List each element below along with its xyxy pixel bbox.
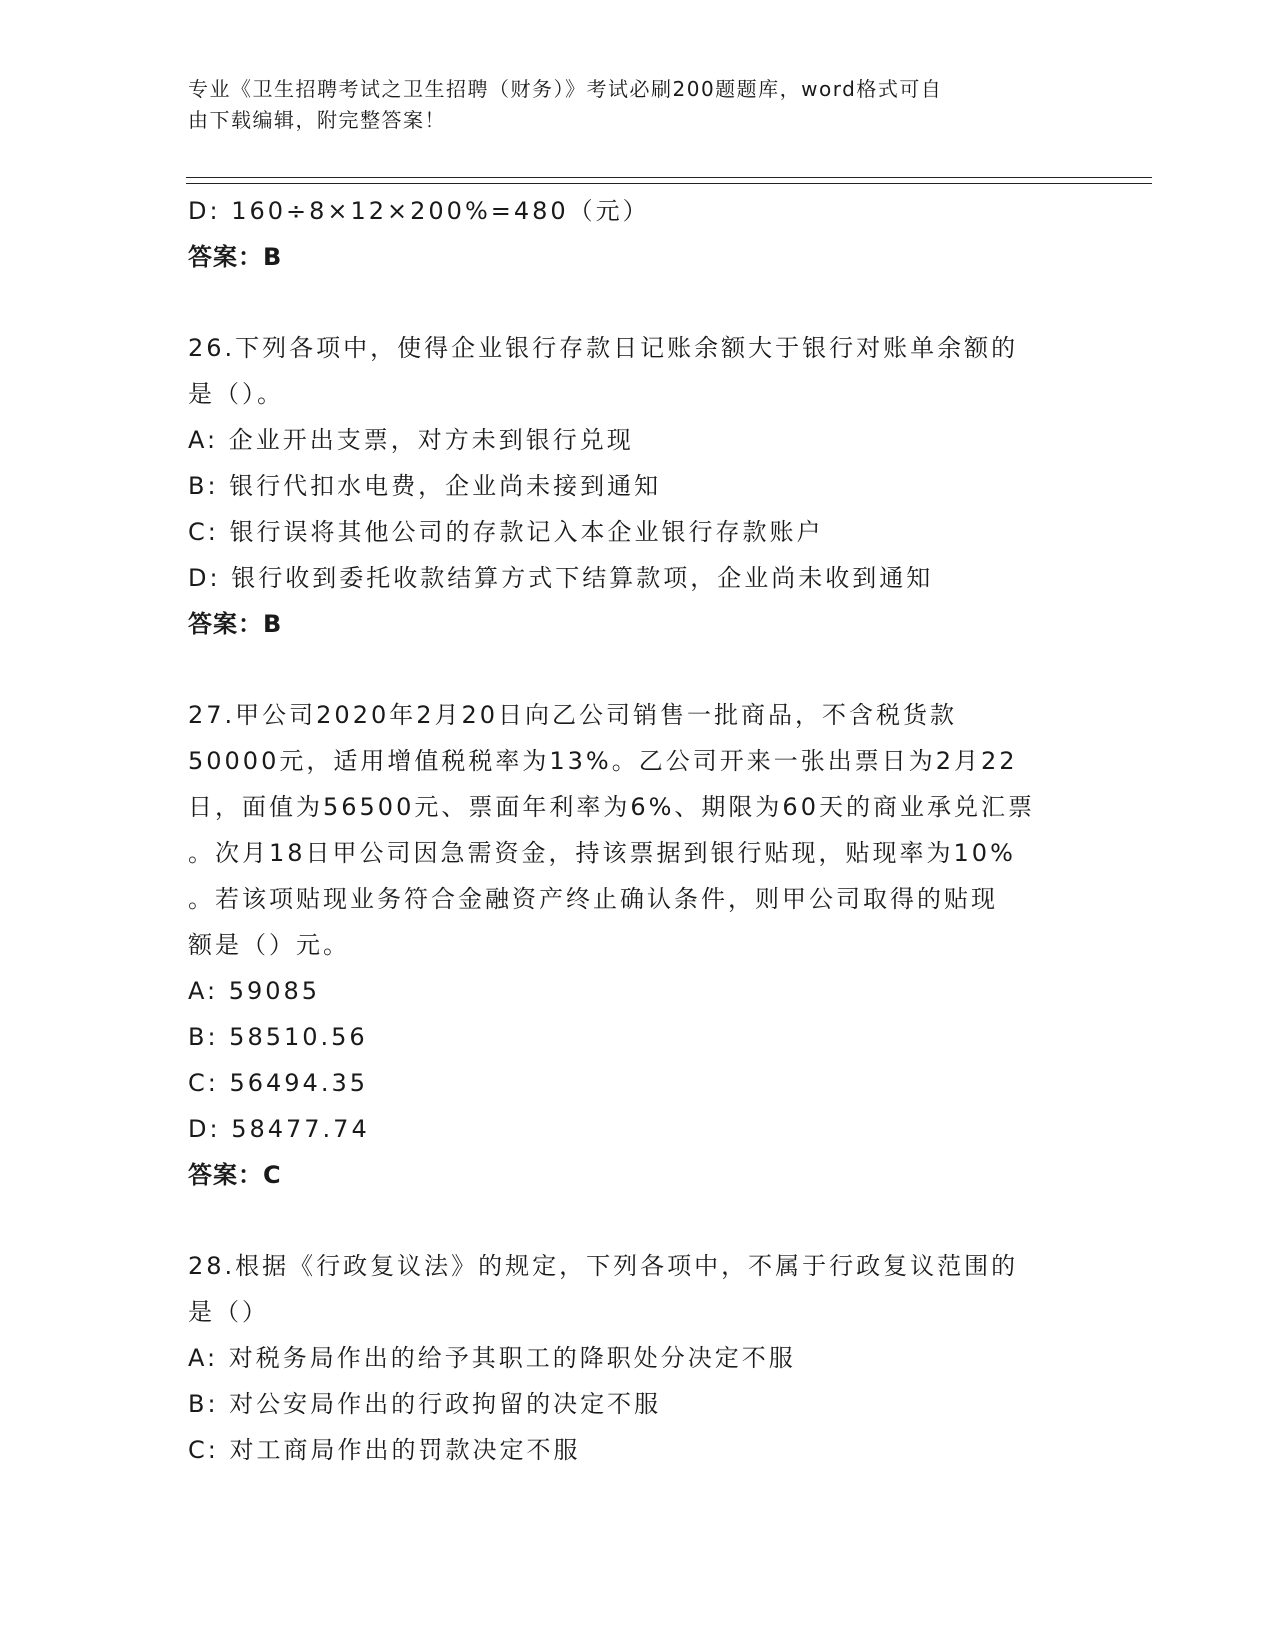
option-b: B: 58510.56 bbox=[188, 1023, 368, 1051]
question-stem: 28.根据《行政复议法》的规定，下列各项中，不属于行政复议范围的 bbox=[188, 1252, 1019, 1280]
answer-line: 答案：C bbox=[188, 1161, 282, 1189]
question-25-tail bbox=[188, 188, 1088, 280]
document-body bbox=[188, 188, 1088, 1473]
question-stem: 是（）。 bbox=[188, 380, 284, 408]
option-b: B: 银行代扣水电费，企业尚未接到通知 bbox=[188, 472, 662, 500]
option-d: D: 银行收到委托收款结算方式下结算款项，企业尚未收到通知 bbox=[188, 564, 934, 592]
option-c: C: 56494.35 bbox=[188, 1069, 368, 1097]
question-stem: 27.甲公司2020年2月20日向乙公司销售一批商品，不含税货款 bbox=[188, 701, 958, 729]
question-stem: 日，面值为56500元、票面年利率为6%、期限为60天的商业承兑汇票 bbox=[188, 793, 1035, 821]
header-divider bbox=[186, 177, 1152, 184]
option-d: D: 160÷8×12×200%=480（元） bbox=[188, 197, 650, 225]
option-c: C: 对工商局作出的罚款决定不服 bbox=[188, 1436, 581, 1464]
document-header bbox=[188, 74, 1068, 136]
header-line-1: 专业《卫生招聘考试之卫生招聘（财务）》考试必刷200题题库，word格式可自 bbox=[188, 77, 943, 101]
question-26 bbox=[188, 325, 1088, 647]
question-stem: 是（） bbox=[188, 1298, 269, 1326]
question-27 bbox=[188, 692, 1088, 1198]
question-stem: 26.下列各项中，使得企业银行存款日记账余额大于银行对账单余额的 bbox=[188, 334, 1019, 362]
answer-line: 答案：B bbox=[188, 610, 283, 638]
option-a: A: 59085 bbox=[188, 977, 321, 1005]
option-a: A: 企业开出支票，对方未到银行兑现 bbox=[188, 426, 634, 454]
option-c: C: 银行误将其他公司的存款记入本企业银行存款账户 bbox=[188, 518, 824, 546]
answer-line: 答案：B bbox=[188, 243, 283, 271]
question-stem: 。次月18日甲公司因急需资金，持该票据到银行贴现，贴现率为10% bbox=[188, 839, 1016, 867]
question-stem: 50000元，适用增值税税率为13%。乙公司开来一张出票日为2月22 bbox=[188, 747, 1018, 775]
question-stem: 。若该项贴现业务符合金融资产终止确认条件，则甲公司取得的贴现 bbox=[188, 885, 998, 913]
option-b: B: 对公安局作出的行政拘留的决定不服 bbox=[188, 1390, 662, 1418]
option-a: A: 对税务局作出的给予其职工的降职处分决定不服 bbox=[188, 1344, 796, 1372]
question-28 bbox=[188, 1243, 1088, 1473]
question-stem: 额是（）元。 bbox=[188, 931, 350, 959]
header-line-2: 由下载编辑，附完整答案！ bbox=[188, 108, 446, 132]
option-d: D: 58477.74 bbox=[188, 1115, 370, 1143]
